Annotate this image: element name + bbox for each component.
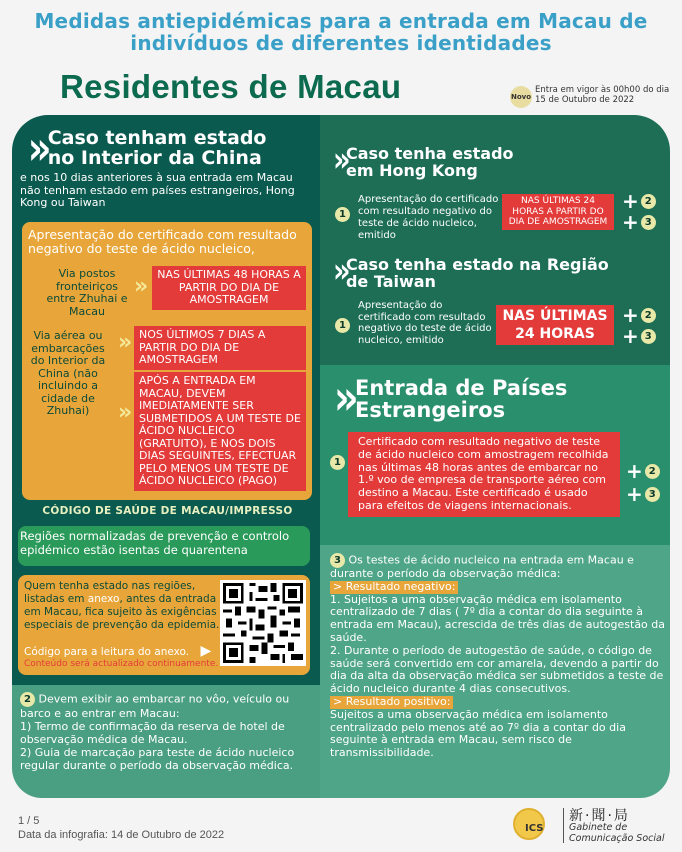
foreign-title: Entrada de Países Estrangeiros	[355, 376, 568, 422]
qr-code[interactable]	[220, 580, 306, 666]
gcs-logo	[503, 803, 678, 848]
mainland-intro: e nos 10 dias anteriores à sua entrada em Macau não tenham estado em países estrangeiros, Hong Kong ou Taiwan	[20, 171, 295, 209]
requirement-air-sea-2: APÓS A ENTRADA EM MACAU, DEVEM IMEDIATAMENTE SER SUBMETIDOS A UM TESTE DE ÁCIDO NUCLEICO (GRATUITO), E NOS DOIS DIAS SEGUINTES, EFECTUAR PELO MENOS UM TESTE DE ÁCIDO NUCLEICO (PAGO)	[134, 372, 306, 491]
certificate-box	[22, 222, 312, 500]
step-number-badge: 2	[641, 308, 656, 323]
foreign-header	[332, 370, 615, 426]
step-number-badge: 3	[645, 487, 660, 502]
page-subtitle: Residentes de Macau	[60, 68, 402, 105]
step2-content	[20, 692, 316, 772]
plus-step-2	[622, 303, 656, 327]
taiwan-requirement: NAS ÚLTIMAS 24 HORAS	[496, 305, 614, 345]
negative-item: 1. Sujeitos a uma observação médica em isolamento centralizado de 7 dias ( 7º dia a contar do dia seguinte à entrada em Macau), acrescida de três dias de autogestão da saúde.	[330, 592, 666, 644]
plus-icon: +	[626, 459, 643, 483]
positive-text: Sujeitos a uma observação médica em isolamento centralizado pelo menos até ao 7º dia a contar do dia seguinte à entrada em Macau, sem risco de transmissibilidade.	[330, 707, 626, 760]
chevron-right-icon: »	[333, 370, 350, 426]
step2-item: 1) Termo de confirmação da reserva de hotel de observação médica de Macau.	[20, 720, 285, 746]
hongkong-title: Caso tenha estado em Hong Kong	[345, 144, 514, 180]
step-number-badge: 2	[641, 194, 656, 209]
annex-read-label: Código para a leitura do anexo.	[24, 646, 190, 658]
step2-item: 2) Guia de marcação para teste de ácido nucleico regular durante o período da observação médica.	[20, 746, 295, 772]
hongkong-text: Apresentação do certificado com resultado negativo do teste de ácido nucleico, emitido	[358, 194, 499, 241]
step-number-badge: 1	[330, 455, 345, 470]
logo-pt-line2: Comunicação Social	[569, 832, 665, 844]
negative-item: 2. Durante o período de autogestão de saúde, o código de saúde será convertido em cor amarela, devendo a partir do dia da alta da observação médica ser submetidos a teste de ácido nucleico durante 4 dias consecutivos.	[330, 643, 664, 696]
logo-abbr: ICS	[525, 823, 544, 834]
logo-portuguese	[569, 823, 664, 844]
requirement-land: NAS ÚLTIMAS 48 HORAS A PARTIR DO DIA DE AMOSTRAGEM	[152, 266, 306, 310]
positive-result-tag: > Resultado positivo:	[330, 696, 453, 709]
chevron-right-icon: »	[118, 400, 127, 425]
mainland-header	[26, 121, 288, 175]
taiwan-text: Apresentação do certificado com resultado negativo do teste de ácido nucleico, emitido	[358, 300, 492, 346]
main-title: Medidas antiepidémicas para a entrada em Macau de indivíduos de diferentes identidades	[34, 9, 648, 55]
annex-text-after: , antes da entrada em Macau, fica sujeito às exigências especiais de prevenção da epidemia.	[24, 593, 220, 631]
hongkong-header	[332, 140, 546, 180]
plus-icon: +	[626, 482, 643, 506]
annex-link[interactable]: anexo	[87, 593, 120, 605]
plus-icon: +	[622, 324, 639, 348]
step-number-badge: 3	[330, 553, 345, 568]
chevron-right-icon: »	[332, 251, 341, 291]
requirement-air-sea-1: NOS ÚLTIMOS 7 DIAS A PARTIR DO DIA DE AMOSTRAGEM	[134, 326, 306, 370]
play-icon: ▶	[200, 643, 212, 659]
step2-intro-row	[20, 692, 316, 720]
page-indicator: 1 / 5	[18, 815, 40, 827]
quarantine-exempt-note: Regiões normalizadas de prevenção e controlo epidémico estão isentas de quarentena	[18, 526, 310, 566]
annex-text	[24, 580, 224, 632]
annex-read-code	[24, 643, 211, 659]
plus-step-2	[626, 459, 660, 483]
route-label-air-sea: Via aérea ou embarcações do Interior da China (não incluindo a cidade de Zhuhai)	[30, 329, 106, 417]
logo-pt-line1: Gabinete de	[569, 822, 628, 833]
hongkong-requirement: NAS ÚLTIMAS 24 HORAS A PARTIR DO DIA DE AMOSTRAGEM	[502, 194, 614, 230]
route-label-land: Via postos fronteiriços entre Zhuhai e Macau	[46, 267, 128, 318]
plus-step-3	[622, 324, 656, 348]
taiwan-header	[332, 251, 636, 291]
chevron-right-icon: »	[27, 121, 42, 175]
effective-date-notice: Entra em vigor às 00h00 do dia 15 de Outubro de 2022	[535, 85, 670, 105]
foreign-requirement: Certificado com resultado negativo de teste de ácido nucleico com amostragem recolhida nas últimas 48 horas antes de embarcar no 1.º voo de empresa de transporte aéreo com destino a Macau. Este certificado é usado para efeitos de viagens internacionais.	[348, 432, 620, 517]
certificate-text: Apresentação do certificado com resultado negativo do teste de ácido nucleico,	[28, 227, 297, 256]
annex-box	[18, 575, 310, 675]
chevron-right-icon: »	[118, 330, 127, 355]
step2-intro: Devem exibir ao embarcar no vôo, veículo ou barco e ao entrar em Macau:	[20, 692, 290, 720]
step-number-badge: 3	[641, 215, 656, 230]
step-number-badge: 2	[645, 464, 660, 479]
step3-intro: Os testes de ácido nucleico na entrada em Macau e durante o período da observação médica:	[330, 553, 634, 580]
plus-icon: +	[622, 303, 639, 327]
chevron-right-icon: »	[134, 274, 143, 299]
mainland-title: Caso tenham estado no Interior da China	[47, 127, 267, 169]
infographic-date: Data da infografia: 14 de Outubro de 2022	[18, 829, 225, 841]
annex-text-before: Quem tenha estado nas regiões, listadas em	[24, 580, 196, 605]
plus-icon: +	[622, 210, 639, 234]
health-code-label: CÓDIGO DE SAÚDE DE MACAU/IMPRESSO	[42, 505, 293, 517]
logo-divider	[563, 808, 564, 843]
step-number-badge: 3	[641, 329, 656, 344]
step3-content	[330, 553, 666, 760]
step3-intro-row	[330, 553, 666, 581]
plus-step-3	[626, 482, 660, 506]
step-number-badge: 2	[20, 692, 35, 707]
plus-step-2	[622, 189, 656, 213]
chevron-right-icon: »	[332, 140, 341, 180]
annex-update-note: Conteúdo será actualizado continuamente.	[24, 659, 219, 669]
logo-chinese: 新·聞·局	[569, 808, 630, 824]
step-number-badge: 1	[335, 318, 350, 333]
plus-step-3	[622, 210, 656, 234]
plus-icon: +	[622, 189, 639, 213]
step-number-badge: 1	[335, 207, 350, 222]
new-badge: Novo	[510, 86, 532, 108]
taiwan-title: Caso tenha estado na Região de Taiwan	[345, 255, 609, 291]
negative-result-tag: > Resultado negativo:	[330, 581, 458, 594]
